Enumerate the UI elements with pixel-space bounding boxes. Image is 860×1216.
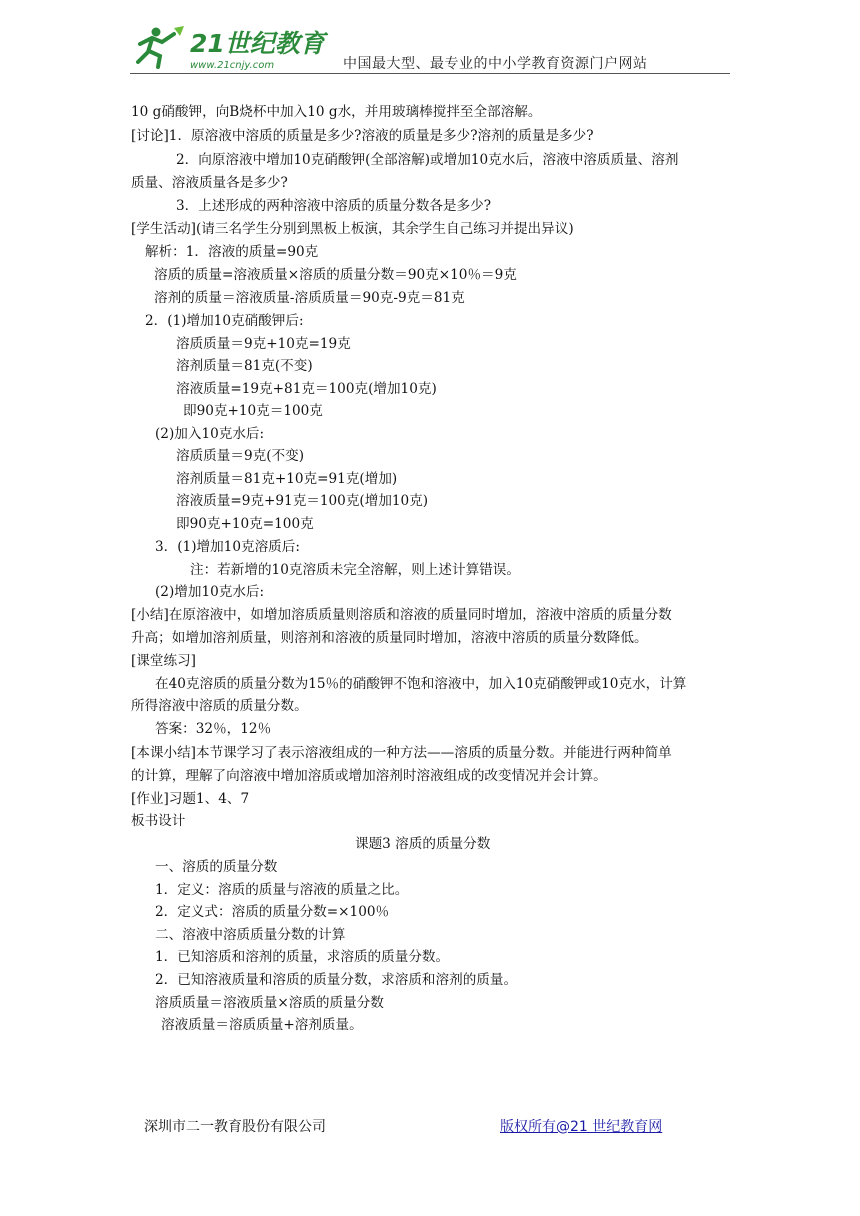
text-line: 2．(1)增加10克硝酸钾后: bbox=[145, 313, 304, 329]
text-line: [小结]在原溶液中，如增加溶质质量则溶质和溶液的质量同时增加，溶液中溶质的质量分数 bbox=[131, 607, 672, 623]
text-line: [作业]习题1、4、7 bbox=[131, 791, 250, 807]
text-line: 板书设计 bbox=[131, 813, 186, 829]
text-line: 溶剂质量＝81克(不变) bbox=[176, 358, 313, 374]
logo-text: 21世纪教育 bbox=[190, 29, 325, 58]
text-line: 溶质质量＝9克(不变) bbox=[176, 448, 305, 464]
text-line: 答案：32％，12％ bbox=[155, 721, 272, 737]
text-line: 溶质质量＝溶液质量×溶质的质量分数 bbox=[155, 995, 384, 1011]
text-line: 即90克+10克=100克 bbox=[176, 516, 314, 532]
footer-company: 深圳市二一教育股份有限公司 bbox=[144, 1119, 326, 1135]
text-line: 溶液质量＝溶质质量+溶剂质量。 bbox=[161, 1017, 363, 1033]
text-line: 在40克溶质的质量分数为15％的硝酸钾不饱和溶液中，加入10克硝酸钾或10克水，计算 bbox=[155, 676, 687, 692]
text-line: 解析：1．溶液的质量=90克 bbox=[145, 244, 319, 260]
text-line: 10 g硝酸钾，向B烧杯中加入10 g水，并用玻璃棒搅拌至全部溶解。 bbox=[131, 104, 542, 120]
text-line: 溶质质量＝9克+10克=19克 bbox=[176, 336, 351, 352]
text-line: 溶剂质量＝81克+10克=91克(增加) bbox=[176, 471, 398, 487]
text-line: 二、溶液中溶质质量分数的计算 bbox=[155, 927, 346, 943]
text-line: 溶剂的质量＝溶液质量-溶质质量＝90克-9克＝81克 bbox=[154, 290, 465, 306]
text-line: (2)加入10克水后: bbox=[155, 426, 265, 442]
text-line: 3．(1)增加10克溶质后: bbox=[155, 539, 300, 555]
logo-url: www.21cnjy.com bbox=[190, 60, 275, 71]
text-line: 一、溶质的质量分数 bbox=[155, 859, 278, 875]
text-line: 2．已知溶液质量和溶质的质量分数，求溶质和溶剂的质量。 bbox=[155, 972, 518, 988]
text-line: [学生活动](请三名学生分别到黑板上板演，其余学生自己练习并提出异议) bbox=[131, 221, 574, 237]
text-line: [讨论]1．原溶液中溶质的质量是多少?溶液的质量是多少?溶剂的质量是多少? bbox=[131, 128, 594, 144]
text-line: 注：若新增的10克溶质未完全溶解，则上述计算错误。 bbox=[190, 562, 520, 578]
text-line: [课堂练习] bbox=[131, 653, 196, 669]
text-line: 溶质的质量=溶液质量×溶质的质量分数＝90克×10％＝9克 bbox=[154, 267, 517, 283]
text-line: 所得溶液中溶质的质量分数。 bbox=[131, 698, 308, 714]
text-line: 2．向原溶液中增加10克硝酸钾(全部溶解)或增加10克水后，溶液中溶质质量、溶剂 bbox=[176, 152, 679, 168]
footer-copyright-link[interactable]: 版权所有@21 世纪教育网 bbox=[500, 1119, 663, 1135]
text-line: [本课小结]本节课学习了表示溶液组成的一种方法——溶质的质量分数。并能进行两种简单 bbox=[131, 745, 672, 761]
text-line: 的计算，理解了向溶液中增加溶质或增加溶剂时溶液组成的改变情况并会计算。 bbox=[131, 768, 607, 784]
text-line: (2)增加10克水后: bbox=[155, 584, 265, 600]
text-line: 3．上述形成的两种溶液中溶质的质量分数各是多少? bbox=[176, 198, 491, 214]
text-line: 溶液质量=19克+81克＝100克(增加10克) bbox=[176, 381, 437, 397]
text-line: 2．定义式：溶质的质量分数=×100％ bbox=[155, 904, 390, 920]
text-line: 质量、溶液质量各是多少? bbox=[131, 175, 288, 191]
section-title: 课题3 溶质的质量分数 bbox=[355, 836, 491, 852]
text-line: 溶液质量=9克+91克＝100克(增加10克) bbox=[176, 493, 429, 509]
text-line: 即90克+10克＝100克 bbox=[183, 403, 323, 419]
text-line: 1．已知溶质和溶剂的质量，求溶质的质量分数。 bbox=[155, 949, 450, 965]
text-line: 1．定义：溶质的质量与溶液的质量之比。 bbox=[155, 882, 409, 898]
site-tagline: 中国最大型、最专业的中小学教育资源门户网站 bbox=[343, 56, 648, 72]
text-line: 升高；如增加溶剂质量，则溶剂和溶液的质量同时增加，溶液中溶质的质量分数降低。 bbox=[131, 630, 648, 646]
